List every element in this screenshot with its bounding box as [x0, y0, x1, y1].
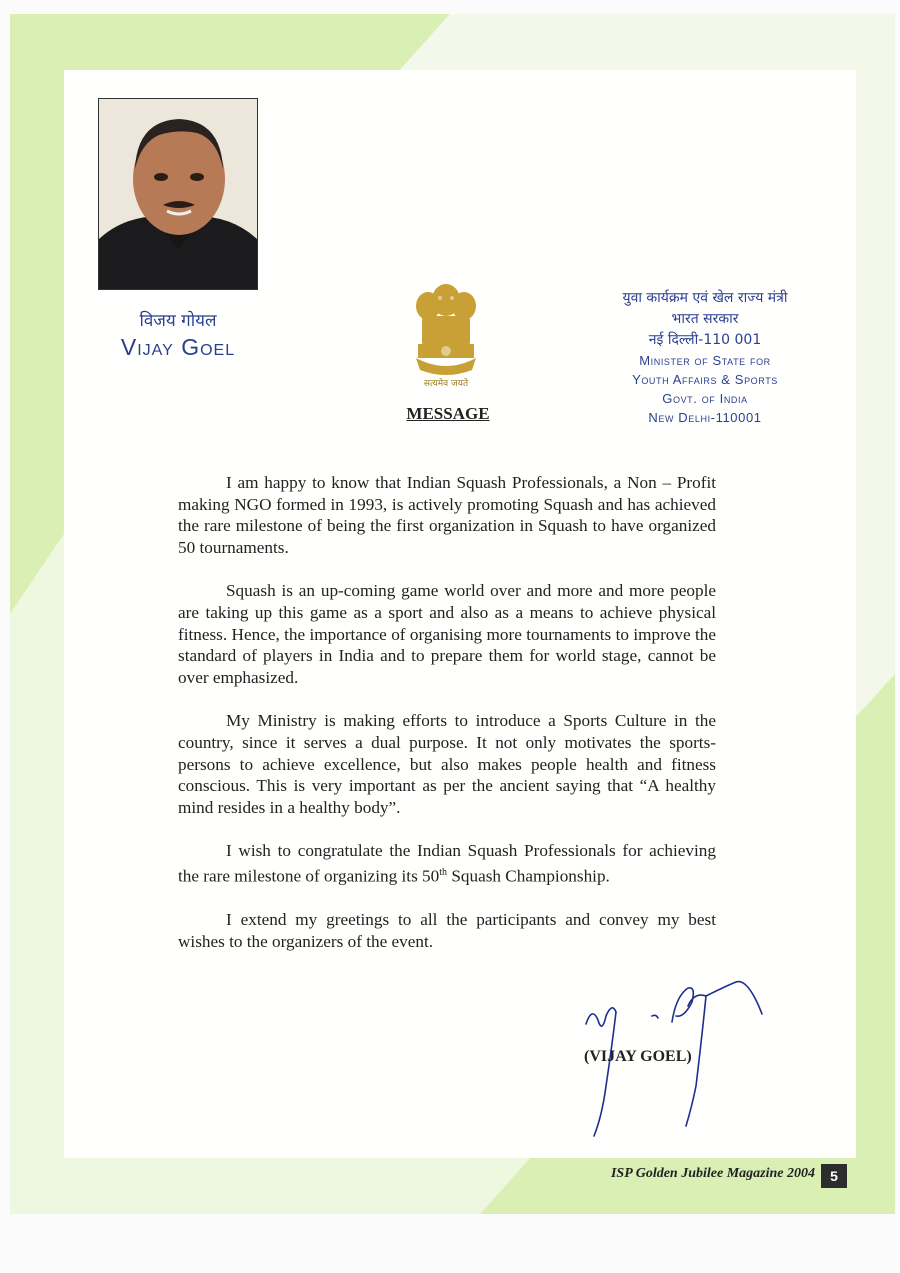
message-heading: MESSAGE	[406, 404, 490, 423]
minister-office-block	[585, 288, 825, 427]
page-number-badge: 5	[821, 1164, 847, 1188]
paragraph-4	[178, 840, 716, 887]
office-english-line-3: Govt. of India	[662, 391, 748, 406]
paragraph-3: My Ministry is making efforts to introduce a Sports Culture in the country, since it serves a dual purpose. It not only motivates the sports-persons to achieve excellence, but also makes people health and fitness conscious. This is very important as per the ancient saying that “A healthy mind resides in a healthy body”.	[178, 711, 716, 817]
congrats-text: I wish to congratulate the Indian Squash Professionals for achieving the rare milestone of organizing its 50	[178, 841, 716, 886]
office-hindi-line-2: भारत सरकार	[671, 311, 739, 327]
portrait-photo	[98, 98, 258, 290]
office-english-line-1: Minister of State for	[639, 353, 771, 368]
paragraph-2: Squash is an up-coming game world over and more and more people are taking up this game as a sport and also as a means to achieve physical fitness. Hence, the importance of organising more tournaments to improve the standard of players in India and to prepare them for world stage, cannot be over emphasized.	[178, 581, 716, 687]
ordinal-suffix: th	[439, 866, 448, 878]
office-hindi-line-3: नई दिल्ली-110 001	[648, 332, 762, 348]
ashoka-emblem-icon	[408, 276, 484, 388]
office-english-line-2: Youth Affairs & Sports	[632, 372, 778, 387]
congrats-text-end: Squash Championship.	[447, 866, 610, 886]
office-hindi-line-1: युवा कार्यक्रम एवं खेल राज्य मंत्री	[622, 290, 788, 306]
name-english: Vijay Goel	[120, 334, 236, 360]
paragraph-1: I am happy to know that Indian Squash Professionals, a Non – Profit making NGO formed in 1993, is actively promoting Squash and has achieved the rare milestone of being the first organization in Squash to have organized 50 tournaments.	[178, 473, 716, 557]
message-body	[178, 472, 716, 974]
paragraph-5: I extend my greetings to all the participants and convey my best wishes to the organizers of the event.	[178, 910, 716, 951]
footer-publication: ISP Golden Jubilee Magazine 2004	[610, 1166, 815, 1181]
signatory-name: (VIJAY GOEL)	[584, 1048, 692, 1065]
name-hindi: विजय गोयल	[139, 311, 217, 331]
office-english-line-4: New Delhi-110001	[648, 410, 762, 425]
emblem-motto: सत्यमेव जयते	[423, 379, 469, 389]
